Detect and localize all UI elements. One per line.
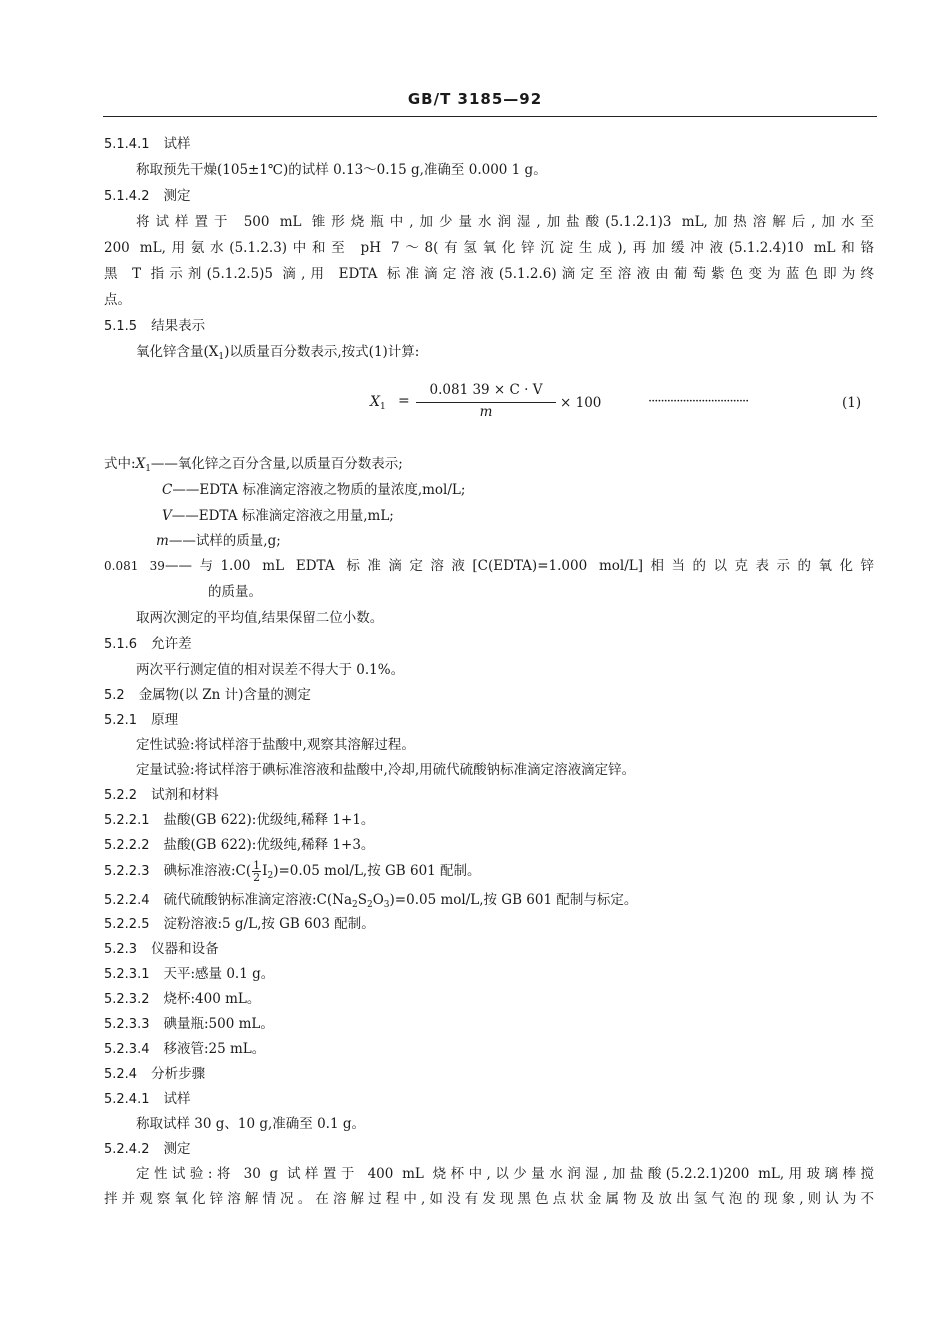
clause-heading: 5.1.4.2 测定 xyxy=(104,188,191,204)
symbol-definition: 0.081 39——与1.00 mL EDTA 标准滴定溶液[C(EDTA)=1.000 mol/L]相当的以克表示的氧化锌 xyxy=(104,558,875,574)
list-item: 5.2.3.1 天平:感量 0.1 g。 xyxy=(104,966,275,982)
paragraph-line: 称取试样 30 g、10 g,准确至 0.1 g。 xyxy=(136,1116,365,1132)
clause-heading: 5.2.2 试剂和材料 xyxy=(104,787,219,803)
clause-heading: 5.1.4.1 试样 xyxy=(104,136,191,152)
section-heading: 5.2 金属物(以 Zn 计)含量的测定 xyxy=(104,687,311,703)
clause-heading: 5.2.1 原理 xyxy=(104,712,179,728)
paragraph-line: 两次平行测定值的相对误差不得大于 0.1%。 xyxy=(136,662,405,678)
list-item: 5.2.2.5 淀粉溶液:5 g/L,按 GB 603 配制。 xyxy=(104,916,375,932)
paragraph-line: 定量试验:将试样溶于碘标准溶液和盐酸中,冷却,用硫代硫酸钠标准滴定溶液滴定锌。 xyxy=(136,762,636,778)
paragraph-line: 氧化锌含量$(X_1)$以质量百分数表示,按式(1)计算: xyxy=(136,344,420,362)
paragraph-line: 黑 T 指示剂(5.1.2.5)5 滴,用 EDTA 标准滴定溶液(5.1.2.6)滴定至溶液由葡萄紫色变为蓝色即为终 xyxy=(104,266,874,282)
symbol-definition: C——EDTA 标准滴定溶液之物质的量浓度,mol/L; xyxy=(162,482,466,498)
clause-heading: 5.2.4 分析步骤 xyxy=(104,1066,206,1082)
formula-numerator: 0.081 39 × C · V xyxy=(429,382,543,398)
clause-heading: 5.1.6 允许差 xyxy=(104,636,192,652)
formula-leader-dots: ································ xyxy=(648,394,749,409)
paragraph-line: 定性试验:将试样溶于盐酸中,观察其溶解过程。 xyxy=(136,737,415,753)
header-rule xyxy=(103,116,877,117)
clause-heading: 5.2.3 仪器和设备 xyxy=(104,941,219,957)
list-item: 5.2.2.3 碘标准溶液:C( $\frac{1}{2}$ $I_2)=0.05$ mol/L,按 GB 601 配制。 xyxy=(104,859,481,884)
paragraph-line: 定性试验:将 30 g 试样置于 400 mL 烧杯中,以少量水润湿,加盐酸(5.2.2.1)200 mL,用玻璃棒搅 xyxy=(136,1166,874,1182)
list-item: 5.2.2.2 盐酸(GB 622):优级纯,稀释 1+3。 xyxy=(104,837,375,853)
clause-heading: 5.1.5 结果表示 xyxy=(104,318,206,334)
formula-number: (1) xyxy=(842,395,862,411)
paragraph-line: 称取预先干燥(105±1℃)的试样 0.13～0.15 g,准确至 0.000 1 g。 xyxy=(136,162,547,178)
paragraph-line: 200 mL,用氨水(5.1.2.3)中和至 pH 7～8(有氢氧化锌沉淀生成),再加缓冲液(5.1.2.4)10 mL和铬 xyxy=(104,240,874,256)
paragraph-line: 的质量。 xyxy=(208,584,262,600)
list-item: 5.2.3.3 碘量瓶:500 mL。 xyxy=(104,1016,274,1032)
standard-code-header: GB/T 3185—92 xyxy=(407,90,543,108)
list-item: 5.2.3.2 烧杯:400 mL。 xyxy=(104,991,261,1007)
clause-heading: 5.2.4.1 试样 xyxy=(104,1091,191,1107)
symbol-definition: V——EDTA 标准滴定溶液之用量,mL; xyxy=(162,508,394,524)
symbol-definition: m——试样的质量,g; xyxy=(156,533,281,549)
list-item: 5.2.2.4 硫代硫酸钠标准滴定溶液$:C(Na_2S_2O_3)=0.05$ mol/L,按 GB 601 配制与标定。 xyxy=(104,892,638,910)
list-item: 5.2.2.1 盐酸(GB 622):优级纯,稀释 1+1。 xyxy=(104,812,375,828)
paragraph-line: 将试样置于 500 mL 锥形烧瓶中,加少量水润湿,加盐酸(5.1.2.1)3 mL,加热溶解后,加水至 xyxy=(136,214,874,230)
formula-equals: = xyxy=(398,393,410,409)
formula-multiplier: × 100 xyxy=(560,395,602,411)
paragraph-line: 取两次测定的平均值,结果保留二位小数。 xyxy=(136,610,384,626)
paragraph-line: 拌并观察氧化锌溶解情况。在溶解过程中,如没有发现黑色点状金属物及放出氢气泡的现象,则认为不 xyxy=(104,1191,874,1207)
formula-denominator: m xyxy=(479,404,493,420)
symbol-definition: 式中$:X_1——$氧化锌之百分含量,以质量百分数表示; xyxy=(104,456,403,474)
fraction-bar xyxy=(416,402,556,403)
formula-lhs: $X_1$ xyxy=(370,394,386,412)
list-item: 5.2.3.4 移液管:25 mL。 xyxy=(104,1041,266,1057)
paragraph-line: 点。 xyxy=(104,292,131,308)
inline-fraction: $\frac{1}{2}$ xyxy=(253,859,261,884)
clause-heading: 5.2.4.2 测定 xyxy=(104,1141,191,1157)
